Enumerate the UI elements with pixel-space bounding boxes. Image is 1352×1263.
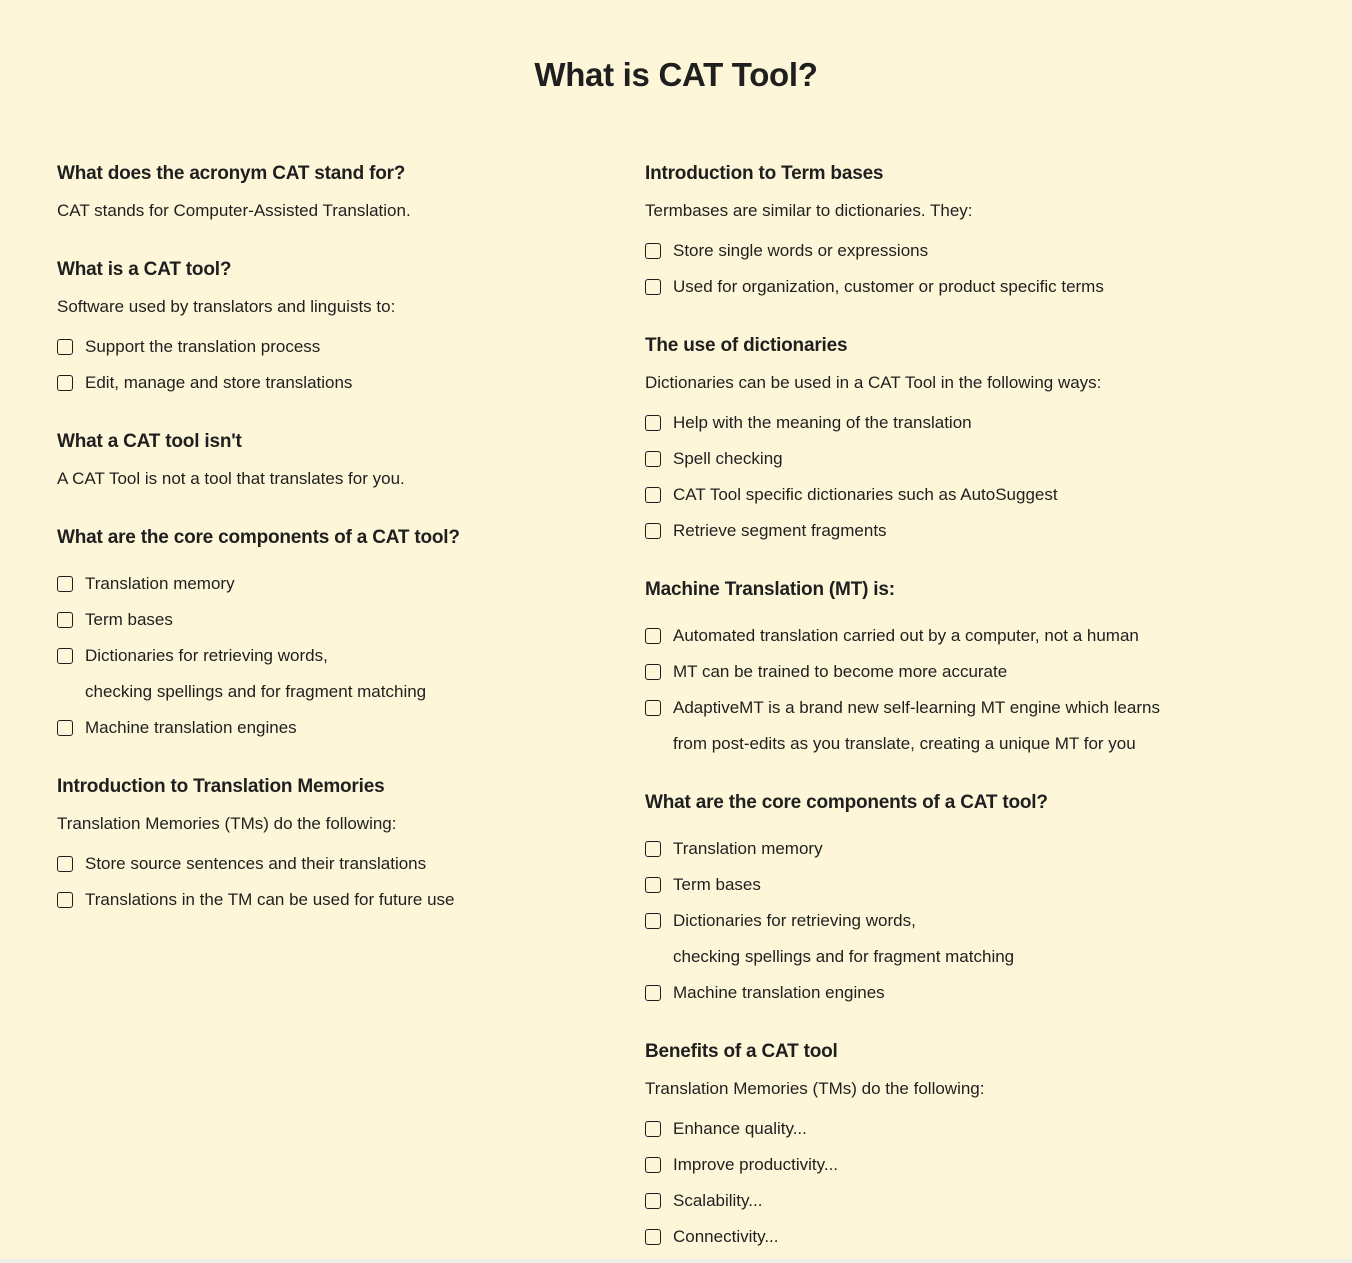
- checklist-item: [645, 911, 1322, 931]
- checklist-item: [57, 337, 645, 357]
- section-heading: What is a CAT tool?: [57, 259, 232, 280]
- checklist: [645, 241, 1322, 297]
- checklist-item-label: Translation memory: [85, 574, 235, 593]
- checklist-item: [645, 449, 1322, 469]
- checkbox[interactable]: [57, 856, 73, 872]
- checkbox[interactable]: [645, 841, 661, 857]
- content-columns: [0, 163, 1352, 1263]
- checklist-item: [645, 1155, 1322, 1175]
- checklist-item-label: CAT Tool specific dictionaries such as AutoSuggest: [673, 485, 1058, 504]
- section-intro: Translation Memories (TMs) do the following:: [57, 814, 397, 833]
- checklist-item: [645, 626, 1322, 646]
- checkbox[interactable]: [645, 487, 661, 503]
- checkbox[interactable]: [57, 720, 73, 736]
- section-heading: What are the core components of a CAT tool?: [57, 527, 460, 548]
- checklist-item: [645, 839, 1322, 859]
- checklist-item-label: Term bases: [85, 610, 173, 629]
- checklist-item-label: Machine translation engines: [673, 983, 885, 1002]
- section-intro: CAT stands for Computer-Assisted Translation.: [57, 201, 411, 220]
- checklist-item: [645, 983, 1322, 1003]
- section-intro: A CAT Tool is not a tool that translates for you.: [57, 469, 405, 488]
- section-heading: Introduction to Translation Memories: [57, 776, 385, 797]
- section-heading: What does the acronym CAT stand for?: [57, 163, 406, 184]
- section-acronym: [57, 163, 645, 221]
- checklist-item-label: Translations in the TM can be used for future use: [85, 890, 455, 909]
- checklist-item-label: Dictionaries for retrieving words,: [85, 646, 328, 665]
- checklist-item: [645, 662, 1322, 682]
- checkbox[interactable]: [645, 415, 661, 431]
- checklist-item-label: Support the translation process: [85, 337, 321, 356]
- checklist-item-continuation: from post-edits as you translate, creating a unique MT for you: [673, 734, 1136, 753]
- checklist-item-label: Connectivity...: [673, 1227, 779, 1246]
- checklist-item: [57, 718, 645, 738]
- checkbox[interactable]: [645, 913, 661, 929]
- bottom-edge-strip: [0, 1259, 1352, 1263]
- section-heading: What are the core components of a CAT tool?: [645, 792, 1048, 813]
- checklist-item-continuation: checking spellings and for fragment matching: [85, 682, 427, 701]
- checklist-item: [57, 646, 645, 666]
- section-intro: Software used by translators and linguists to:: [57, 297, 396, 316]
- checklist-item-label: Automated translation carried out by a computer, not a human: [673, 626, 1139, 645]
- checklist: [645, 413, 1322, 541]
- checklist-item-label: Store source sentences and their translations: [85, 854, 427, 873]
- checklist: [57, 574, 645, 738]
- checklist-item: [645, 1191, 1322, 1211]
- checklist-item-label: Machine translation engines: [85, 718, 297, 737]
- checkbox[interactable]: [645, 1157, 661, 1173]
- checklist-item-label: Store single words or expressions: [673, 241, 929, 260]
- checklist-item-label: Improve productivity...: [673, 1155, 839, 1174]
- checklist-item: [645, 698, 1322, 718]
- checkbox[interactable]: [57, 612, 73, 628]
- checklist-item-label: Enhance quality...: [673, 1119, 807, 1138]
- checklist-item-label: Edit, manage and store translations: [85, 373, 353, 392]
- checklist-item-label: Term bases: [673, 875, 761, 894]
- checkbox[interactable]: [57, 892, 73, 908]
- section-intro: Termbases are similar to dictionaries. They:: [645, 201, 973, 220]
- checkbox[interactable]: [645, 877, 661, 893]
- checklist-item: [57, 610, 645, 630]
- section-machine-translation: [645, 579, 1322, 754]
- section-use-of-dictionaries: [645, 335, 1322, 541]
- page-title: What is CAT Tool?: [534, 56, 818, 93]
- checklist-item: [645, 277, 1322, 297]
- section-core-components-right: [645, 792, 1322, 1003]
- checkbox[interactable]: [645, 985, 661, 1001]
- checklist-item-label: Scalability...: [673, 1191, 763, 1210]
- checklist-item: [645, 875, 1322, 895]
- checkbox[interactable]: [57, 375, 73, 391]
- checkbox[interactable]: [645, 523, 661, 539]
- checkbox[interactable]: [645, 451, 661, 467]
- checklist-item: [645, 413, 1322, 433]
- checkbox[interactable]: [645, 243, 661, 259]
- section-intro: Dictionaries can be used in a CAT Tool in the following ways:: [645, 373, 1102, 392]
- checklist-item: [645, 1227, 1322, 1247]
- checklist: [57, 854, 645, 910]
- checklist-item-label: Translation memory: [673, 839, 823, 858]
- section-benefits: [645, 1041, 1322, 1247]
- checklist-item: [57, 574, 645, 594]
- checkbox[interactable]: [645, 1121, 661, 1137]
- checklist-item: [57, 854, 645, 874]
- checkbox[interactable]: [645, 664, 661, 680]
- checklist: [645, 626, 1322, 754]
- checklist: [645, 1119, 1322, 1247]
- checklist-item-label: Spell checking: [673, 449, 783, 468]
- checklist-item-label: Dictionaries for retrieving words,: [673, 911, 916, 930]
- checkbox[interactable]: [57, 339, 73, 355]
- checklist: [57, 337, 645, 393]
- checkbox[interactable]: [645, 700, 661, 716]
- checkbox[interactable]: [645, 1229, 661, 1245]
- checkbox[interactable]: [57, 648, 73, 664]
- checklist-item-label: Retrieve segment fragments: [673, 521, 887, 540]
- checklist-item: [645, 1119, 1322, 1139]
- checkbox[interactable]: [645, 1193, 661, 1209]
- checklist-item: [57, 890, 645, 910]
- checkbox[interactable]: [645, 279, 661, 295]
- checklist-item: [645, 241, 1322, 261]
- section-heading: Benefits of a CAT tool: [645, 1041, 838, 1062]
- section-core-components-left: [57, 527, 645, 738]
- section-what-cat-tool-isnt: [57, 431, 645, 489]
- checklist-item: [57, 373, 645, 393]
- checklist-item-label: AdaptiveMT is a brand new self-learning MT engine which learns: [673, 698, 1160, 717]
- checklist-item-continuation: checking spellings and for fragment matching: [673, 947, 1015, 966]
- section-heading: What a CAT tool isn't: [57, 431, 242, 452]
- section-heading: The use of dictionaries: [645, 335, 848, 356]
- column-right: [645, 163, 1322, 1263]
- checkbox[interactable]: [57, 576, 73, 592]
- checklist-item-label: Used for organization, customer or product specific terms: [673, 277, 1104, 296]
- column-left: [57, 163, 645, 1263]
- checklist-item: [645, 485, 1322, 505]
- checklist-item-label: Help with the meaning of the translation: [673, 413, 972, 432]
- checklist-item-label: MT can be trained to become more accurate: [673, 662, 1008, 681]
- section-intro-term-bases: [645, 163, 1322, 297]
- section-what-is-cat-tool: [57, 259, 645, 393]
- checklist: [645, 839, 1322, 1003]
- checkbox[interactable]: [645, 628, 661, 644]
- checklist-item: [645, 521, 1322, 541]
- section-intro-translation-memories: [57, 776, 645, 910]
- section-intro: Translation Memories (TMs) do the following:: [645, 1079, 985, 1098]
- section-heading: Machine Translation (MT) is:: [645, 579, 895, 600]
- section-heading: Introduction to Term bases: [645, 163, 884, 184]
